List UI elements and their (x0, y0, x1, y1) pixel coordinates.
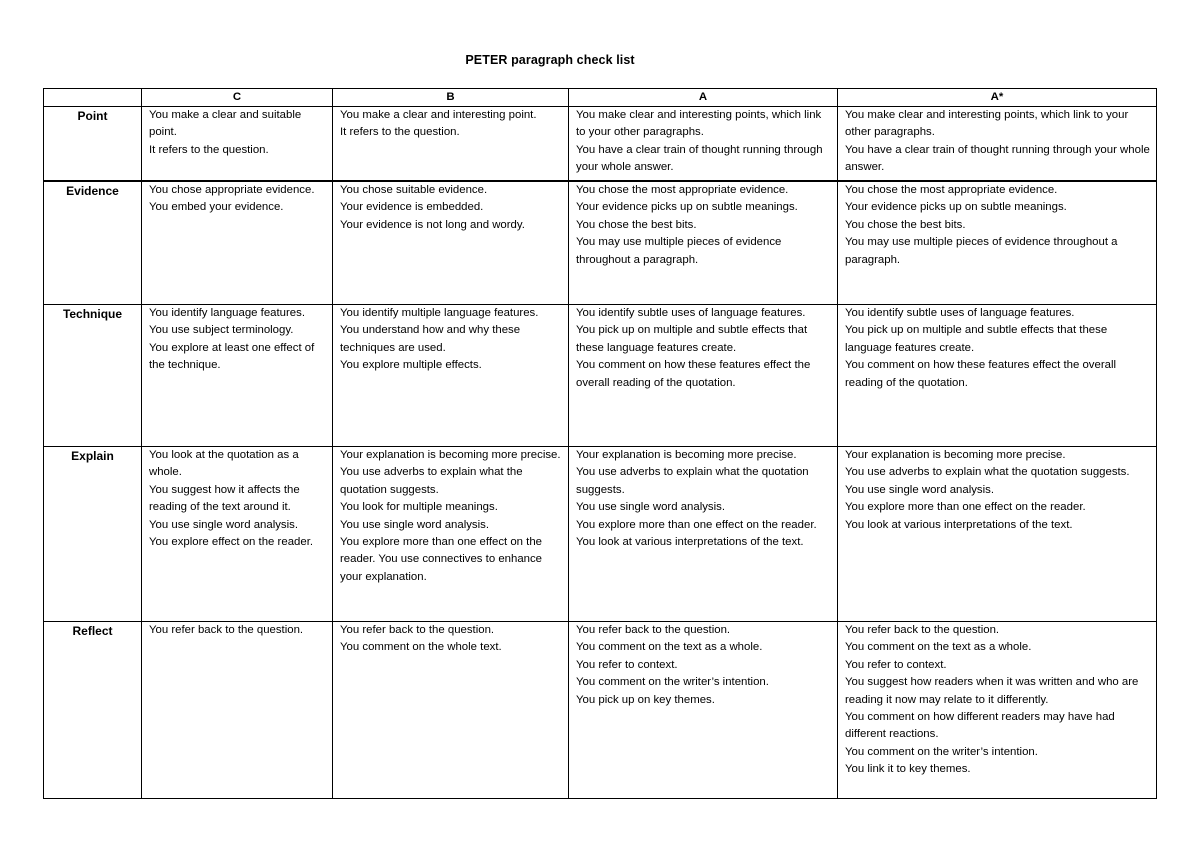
row-label-point: Point (44, 107, 142, 182)
criterion-line: You chose the most appropriate evidence. (576, 184, 789, 196)
criterion-line: You identify subtle uses of language features. (845, 307, 1075, 319)
criterion-line: You explore multiple effects. (340, 359, 482, 372)
row-point (44, 107, 1157, 182)
cell-reflect-a-star (838, 622, 1157, 799)
grade-header-a-star: A* (838, 89, 1157, 107)
criterion-line: Your evidence is embedded. (340, 201, 484, 214)
criterion-line: You look at various interpretations of the text. (845, 518, 1073, 531)
cell-reflect-a (569, 622, 838, 799)
criterion-line: You refer back to the question. (845, 624, 1000, 636)
criterion-line: You explore more than one effect on the reader. (845, 501, 1086, 514)
criterion-line: You embed your evidence. (149, 201, 284, 214)
grade-header-c: C (142, 89, 333, 107)
criterion-line: You have a clear train of thought running through your whole answer. (845, 143, 1150, 174)
criterion-line: Your evidence picks up on subtle meanings. (576, 201, 798, 214)
criterion-line: You chose appropriate evidence. (149, 184, 315, 196)
page-title: PETER paragraph check list (465, 53, 635, 67)
row-label-explain: Explain (44, 447, 142, 622)
criterion-line: You may use multiple pieces of evidence throughout a paragraph. (845, 236, 1118, 266)
cell-technique-a (569, 305, 838, 447)
criterion-line: It refers to the question. (340, 126, 460, 139)
cell-evidence-a (569, 181, 838, 305)
criterion-line: You suggest how readers when it was written and who are reading it now may relate to it differently. (845, 676, 1139, 706)
criterion-line: You understand how and why these techniques are used. (340, 324, 521, 354)
cell-explain-c (142, 447, 333, 622)
criterion-line: You use single word analysis. (149, 518, 299, 531)
criterion-line: You identify language features. (149, 307, 306, 319)
criterion-line: Your evidence picks up on subtle meanings. (845, 201, 1067, 214)
cell-point-c (142, 107, 333, 182)
criterion-line: You make a clear and suitable point. (149, 109, 302, 139)
criterion-line: You pick up on key themes. (576, 693, 715, 706)
criterion-line: Your evidence is not long and wordy. (340, 218, 525, 231)
criterion-line: You refer back to the question. (576, 624, 731, 636)
row-evidence (44, 181, 1157, 305)
criterion-line: You chose the best bits. (845, 218, 966, 231)
cell-explain-a-star (838, 447, 1157, 622)
header-row (44, 89, 1157, 107)
criterion-line: You chose the most appropriate evidence. (845, 184, 1058, 196)
criterion-line: You comment on the text as a whole. (576, 641, 763, 654)
grade-header-b: B (333, 89, 569, 107)
row-label-reflect: Reflect (44, 622, 142, 799)
criterion-line: You comment on the text as a whole. (845, 641, 1032, 654)
criterion-line: You use single word analysis. (576, 501, 726, 514)
row-explain (44, 447, 1157, 622)
criterion-line: You explore more than one effect on the reader. (576, 518, 817, 531)
criterion-line: You comment on how these features effect the overall reading of the quotation. (845, 359, 1117, 389)
criterion-line: You use adverbs to explain what the quotation suggests. (340, 466, 523, 496)
criterion-line: You comment on the whole text. (340, 641, 502, 654)
criterion-line: You refer to context. (576, 658, 678, 671)
criterion-line: You make clear and interesting points, which link to your other paragraphs. (845, 109, 1129, 139)
criterion-line: You suggest how it affects the reading of the text around it. (149, 483, 300, 514)
criterion-line: You use adverbs to explain what the quotation suggests. (845, 466, 1130, 479)
criterion-line: You explore more than one effect on the reader. You use connectives to enhance your explanation. (340, 536, 543, 583)
criterion-line: You refer back to the question. (149, 624, 304, 636)
criterion-line: You explore effect on the reader. (149, 536, 314, 549)
row-reflect (44, 622, 1157, 799)
cell-reflect-b (333, 622, 569, 799)
criterion-line: You make clear and interesting points, which link to your other paragraphs. (576, 109, 822, 139)
row-label-evidence: Evidence (44, 181, 142, 305)
checklist-body (44, 107, 1157, 799)
criterion-line: You explore at least one effect of the technique. (149, 341, 315, 372)
criterion-line: You look for multiple meanings. (340, 501, 498, 514)
cell-point-a (569, 107, 838, 182)
criterion-line: You comment on the writer’s intention. (845, 745, 1038, 758)
criterion-line: You use subject terminology. (149, 324, 294, 337)
criterion-line: You may use multiple pieces of evidence throughout a paragraph. (576, 236, 782, 266)
criterion-line: You identify multiple language features. (340, 307, 539, 319)
cell-evidence-a-star (838, 181, 1157, 305)
criterion-line: You look at various interpretations of the text. (576, 536, 804, 549)
criterion-line: You refer to context. (845, 658, 947, 671)
criterion-line: You make a clear and interesting point. (340, 109, 537, 121)
cell-explain-b (333, 447, 569, 622)
criterion-line: You have a clear train of thought running through your whole answer. (576, 143, 823, 174)
criterion-line: You comment on the writer’s intention. (576, 676, 769, 689)
criterion-line: You link it to key themes. (845, 763, 971, 776)
cell-evidence-b (333, 181, 569, 305)
criterion-line: You use adverbs to explain what the quotation suggests. (576, 466, 809, 496)
cell-point-a-star (838, 107, 1157, 182)
grade-header-a: A (569, 89, 838, 107)
criterion-line: You use single word analysis. (845, 483, 995, 496)
criterion-line: Your explanation is becoming more precise. (576, 449, 797, 461)
criterion-line: You chose suitable evidence. (340, 184, 488, 196)
criterion-line: Your explanation is becoming more precise. (340, 449, 561, 461)
criterion-line: You refer back to the question. (340, 624, 495, 636)
criterion-line: You comment on how these features effect the overall reading of the quotation. (576, 359, 811, 389)
cell-point-b (333, 107, 569, 182)
criterion-line: It refers to the question. (149, 143, 269, 156)
cell-evidence-c (142, 181, 333, 305)
criterion-line: You pick up on multiple and subtle effects that these language features create. (576, 324, 808, 354)
criterion-line: You pick up on multiple and subtle effects that these language features create. (845, 324, 1108, 354)
cell-technique-a-star (838, 305, 1157, 447)
criterion-line: You identify subtle uses of language features. (576, 307, 806, 319)
cell-reflect-c (142, 622, 333, 799)
criterion-line: You look at the quotation as a whole. (149, 449, 299, 479)
criterion-line: You use single word analysis. (340, 518, 490, 531)
row-label-technique: Technique (44, 305, 142, 447)
cell-technique-c (142, 305, 333, 447)
cell-technique-b (333, 305, 569, 447)
row-technique (44, 305, 1157, 447)
header-corner (44, 89, 142, 107)
cell-explain-a (569, 447, 838, 622)
criterion-line: You comment on how different readers may have had different reactions. (845, 711, 1115, 741)
checklist-table (43, 88, 1157, 799)
criterion-line: You chose the best bits. (576, 218, 697, 231)
criterion-line: Your explanation is becoming more precise. (845, 449, 1066, 461)
